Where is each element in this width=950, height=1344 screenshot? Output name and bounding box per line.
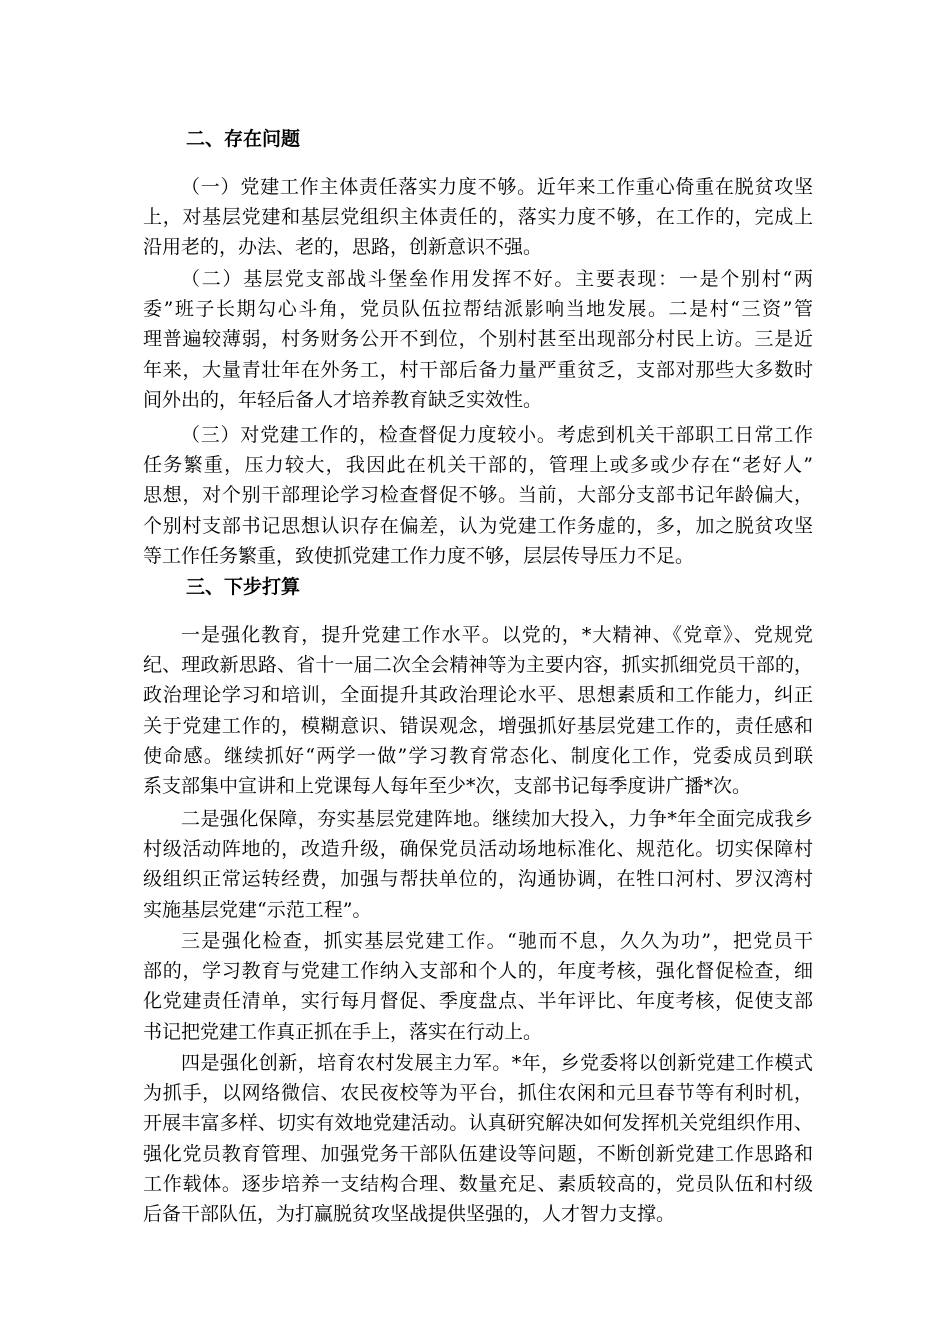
paragraph-line: 年来，大量青壮年在外务工，村干部后备力量严重贫乏，支部对那些大多数时 <box>143 358 813 381</box>
paragraph-line: 级组织正常运转经费，加强与帮扶单位的，沟通协调，在牲口河村、罗汉湾村 <box>143 868 813 891</box>
section-heading-problems: 二、存在问题 <box>186 128 301 150</box>
paragraph-line: 间外出的，年轻后备人才培养教育缺乏实效性。 <box>143 388 543 411</box>
paragraph-line: 工作载体。逐步培养一支结构合理、数量充足、素质较高的，党员队伍和村级 <box>143 1172 813 1195</box>
paragraph-plan-1 <box>143 620 813 801</box>
paragraph-plan-4 <box>143 1048 813 1229</box>
section-heading-next-steps: 三、下步打算 <box>186 576 301 598</box>
paragraph-line: （一）党建工作主体责任落实力度不够。近年来工作重心倚重在脱贫攻坚 <box>181 176 813 198</box>
paragraph-line: 部的，学习教育与党建工作纳入支部和个人的，年度考核，强化督促检查，细 <box>143 960 813 983</box>
paragraph-line: 强化党员教育管理、加强党务干部队伍建设等问题，不断创新党建工作思路和 <box>143 1142 813 1165</box>
paragraph-line: 后备干部队伍，为打赢脱贫攻坚战提供坚强的，人才智力支撑。 <box>143 1202 676 1225</box>
paragraph-line: 思想，对个别干部理论学习检查督促不够。当前，大部分支部书记年龄偏大， <box>143 484 813 507</box>
paragraph-line: 四是强化创新，培育农村发展主力军。*年，乡党委将以创新党建工作模式 <box>181 1052 813 1074</box>
paragraph-line: 理普遍较薄弱，村务财务公开不到位，个别村甚至出现部分村民上访。三是近 <box>143 328 813 351</box>
paragraph-line: 为抓手，以网络微信、农民夜校等为平台，抓住农闲和元旦春节等有利时机， <box>143 1082 813 1105</box>
paragraph-line: 化党建责任清单，实行每月督促、季度盘点、半年评比、年度考核，促使支部 <box>143 990 813 1013</box>
paragraph-line: 三是强化检查，抓实基层党建工作。“驰而不息，久久为功”，把党员干 <box>181 930 813 952</box>
paragraph-line: 任务繁重，压力较大，我因此在机关干部的，管理上或多或少存在“老好人” <box>143 454 813 477</box>
paragraph-line: 一是强化教育，提升党建工作水平。以党的，*大精神、《党章》、党规党 <box>181 624 813 646</box>
paragraph-line: 实施基层党建“示范工程”。 <box>143 898 372 921</box>
paragraph-line: 个别村支部书记思想认识存在偏差，认为党建工作务虚的，多，加之脱贫攻坚 <box>143 514 813 537</box>
paragraph-line: （三）对党建工作的，检查督促力度较小。考虑到机关干部职工日常工作 <box>181 424 813 446</box>
paragraph-problem-1 <box>143 172 813 263</box>
paragraph-line: 沿用老的，办法、老的，思路，创新意识不强。 <box>143 236 543 259</box>
paragraph-line: （二）基层党支部战斗堡垒作用发挥不好。主要表现：一是个别村“两 <box>181 268 813 290</box>
paragraph-line: 等工作任务繁重，致使抓党建工作力度不够，层层传导压力不足。 <box>143 544 695 567</box>
paragraph-plan-2 <box>143 804 813 925</box>
paragraph-problem-3 <box>143 420 813 571</box>
paragraph-line: 开展丰富多样、切实有效地党建活动。认真研究解决如何发挥机关党组织作用、 <box>143 1112 813 1135</box>
paragraph-line: 书记把党建工作真正抓在手上，落实在行动上。 <box>143 1020 543 1043</box>
paragraph-line: 上，对基层党建和基层党组织主体责任的，落实力度不够，在工作的，完成上 <box>143 206 813 229</box>
paragraph-line: 二是强化保障，夯实基层党建阵地。继续加大投入，力争*年全面完成我乡 <box>181 808 813 830</box>
paragraph-line: 系支部集中宣讲和上党课每人每年至少*次，支部书记每季度讲广播*次。 <box>143 774 752 797</box>
paragraph-line: 政治理论学习和培训，全面提升其政治理论水平、思想素质和工作能力，纠正 <box>143 684 813 707</box>
paragraph-line: 委”班子长期勾心斗角，党员队伍拉帮结派影响当地发展。二是村“三资”管 <box>143 298 813 321</box>
paragraph-line: 使命感。继续抓好“两学一做”学习教育常态化、制度化工作，党委成员到联 <box>143 744 813 767</box>
paragraph-line: 关于党建工作的，模糊意识、错误观念，增强抓好基层党建工作的，责任感和 <box>143 714 813 737</box>
paragraph-line: 纪、理政新思路、省十一届二次全会精神等为主要内容，抓实抓细党员干部的， <box>143 654 813 677</box>
paragraph-problem-2 <box>143 264 813 415</box>
paragraph-plan-3 <box>143 926 813 1047</box>
paragraph-line: 村级活动阵地的，改造升级，确保党员活动场地标准化、规范化。切实保障村 <box>143 838 813 861</box>
